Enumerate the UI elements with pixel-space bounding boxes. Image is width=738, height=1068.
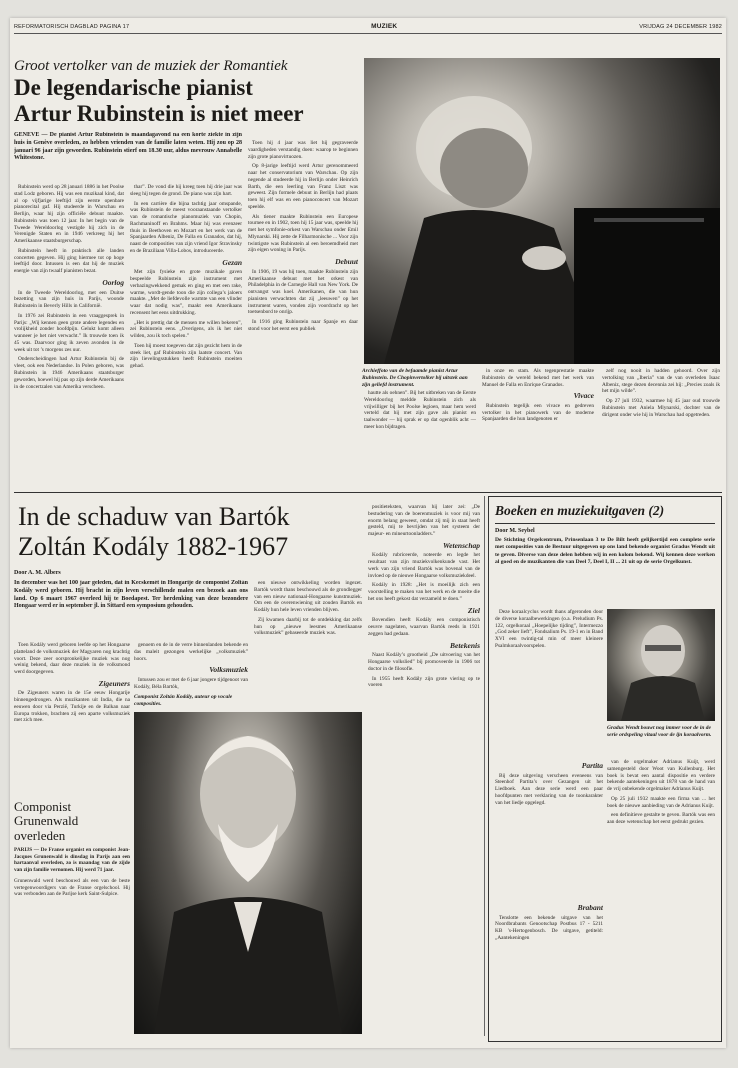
boeken-column-1c bbox=[495, 901, 603, 1035]
paragraph: Op 25 juli 1932 maakte een firma van ... het boek de nieuwe aanbieding van de Adrianus Kuijt. bbox=[607, 795, 715, 809]
paragraph: In 1955 heeft Kodály zijn grote viering op te voeren bbox=[368, 675, 480, 689]
grunenwald-text: Grunenwald werd beschouwd als een van de beste vertegenwoordigers van de Franse orgelschool. Hij was verbonden aan de Parijse kerk Saint-Sulpice. bbox=[14, 877, 130, 898]
subhead-vivace: Vivace bbox=[573, 391, 594, 401]
paragraph: Toen Kodály werd geboren leefde op het Hongaarse platteland de volksmuziek der Magyaren nog krachtig voort. Deze zeer oorspronkelijke muziek was nog weinig bekend, daar deze muziek in de volksmond werd doorgegeven. bbox=[14, 642, 130, 676]
subhead-volksmuziek: Volksmuziek bbox=[209, 665, 248, 675]
paragraph: Als tiener maakte Rubinstein een Europese tournee en in 1902, toen hij 15 jaar was, speelde hij met het symfonie-orkest van Warschau onder Emil Mlynarski. Hij zette de Filharmonische ... Voor zijn twintigste was Rubinstein al een beroemdheid met zijn eigen woning in Parijs. bbox=[248, 213, 358, 254]
paragraph: Toen hij moest toegeven dat zijn gezicht hem in de steek liet, gaf Rubinstein zijn laatste concert. Van zijn lievelingsstukken heeft Rubinstein moeiten gehad. bbox=[130, 342, 242, 370]
paragraph: hautte als oehnen”. Bij het uitbreken van de Eerste Wereldoorlog meldde Rubinstein zich als vrijwilliger bij het Poolse legioen, maar hem werd verteld dat hij met zijn gave als pianist en taalwonder — hij sprak er op dat ogenblik acht — meer kon bijdragen. bbox=[364, 390, 476, 430]
boeken-lead: De Stichting Orgelcentrum, Prinsenlaan 3 te De Bilt heeft gelijkertijd een complete serie met composities van de Bestuur uitgegeven op ons land bekende organist Gradus Wendt uit te geven. Diverse van deze delen hebben wij in een kolom bekend. Wij kennen deze werken al goed en de muzikanten die van Deel 7, Deel I, II ... 21 uit op de serie Orgelkunst. bbox=[495, 537, 715, 565]
kodaly-photo bbox=[134, 712, 362, 1034]
grunenwald-notice bbox=[14, 800, 130, 1034]
paragraph: Kodály in 1928: „Het is moeilijk zich een voorstelling te maken van het werk en de moeite die het ons heeft gekost dat verzameld te doen.” bbox=[368, 582, 480, 603]
paragraph: „Het is prettig dat de mensen me willen bekeren”, zei Rubinstein eens. „Overigens, als ik het niet wilden, zou ik toch spelen.” bbox=[130, 319, 242, 340]
paragraph: Toen hij 4 jaar was liet hij gegraveerde vaardigheden verstandig doen: waarop te beginnen zijn grote pianovirtuozen. bbox=[248, 140, 358, 160]
paragraph: Rubinstein tegelijk een vivace en gedreven vertolker in het pianowerk van de moderne Spanjaarden die hun landgenoten er bbox=[482, 402, 594, 423]
paragraph: in onze en stam. Als tegenprestatie maakte Rubinstein de wereld bekend met het werk van Manuel de Falla en Enrique Granados. bbox=[482, 368, 594, 388]
wendt-photo-caption: Gradus Wendt bouwt nog immer voor de in de serie ordspeling vitaal voor de ijn koraalvorm. bbox=[607, 725, 712, 738]
paragraph: Kodály rubriceerde, noteerde en legde het resultaat van zijn muziekvolkenkunde vast. Het werk van zijn vriend Bartók was bovenal van de invloed op de nieuwe Hongaarse volksmuziekdeel. bbox=[368, 552, 480, 579]
pianist-silhouette-icon bbox=[364, 58, 720, 364]
paragraph: In een carrière die bijna tachtig jaar omspande, was Rubinstein de meest vooraanstaande vertolker van de romantische pianomuziek van Chopin, Rachmaninoff en Brahms. Maar hij was evenzeer thuis in Beethoven en Mozart en het werk van de Spanjaarden Albeniz, De Falla en Granados, dat hij, naast de composities van zijn vriend Igor Stravinsky en de Braziliaan Villa-Lobos, introduceerde. bbox=[130, 200, 242, 254]
paragraph: Intussen zou er met de 6 jaar jongere tijdgenoot van Kodály, Béla Bartók, bbox=[134, 676, 248, 690]
boeken-title: Boeken en muziekuitgaven (2) bbox=[495, 503, 665, 518]
paragraph: een nieuwe ontwikkeling worden ingezet. Bartók wordt thans beschouwd als de grondlegger van een nieuw nationaal-Hongaarse kunstmuziek. Om een de overenwiening uit zouden Bartók en Kodály hun hele leven vrienden blijven. bbox=[254, 580, 362, 614]
rubinstein-kicker: Groot vertolker van de muziek der Romantiek bbox=[14, 58, 288, 74]
kodaly-photo-caption: Componist Zoltán Kodály, auteur op vocale composities. bbox=[134, 694, 233, 707]
paragraph: van de orgelmaker Adrianus Kuijt, werd samengesteld door Woot van Kullenburg. Het boek is bevat een aantal dispositie en verdere bekende aantekeningen uit 1878 van de hand van de vrij onbekende orgelmaker Adrianus Kuijt. bbox=[607, 759, 715, 793]
paragraph: een definitieve gestalte te geven. Bartók was een aan deze wetenschap het eerst gedrukt gezien. bbox=[607, 812, 715, 826]
paragraph: Op 8-jarige leeftijd werd Artur gerenommeerd naar het conservatorium van Warschau. Op zijn negende al studeerde hij in Berlijn onder Heinrich Barth, die een leerling van Franz Liszt was geweest. Zijn formele debuut in Berlijn had plaats toen hij elf was en een pianoconcert van Mozart speelde. bbox=[248, 163, 358, 210]
header-left: REFORMATORISCH DAGBLAD PAGINA 17 bbox=[14, 23, 130, 30]
paragraph: Rubinstein werd op 28 januari 1886 in het Poolse stad Lodz geboren. Hij was een muzikaal kind, dat al op vijfjarige leeftijd zijn eerste openbare pianorecital gaf. Hij studeerde in Warschau en Berlijn, waar hij zijn officiële debuut maakte. Rubinstein was toen 12 jaar. In het begin van de Tweede Wereldoorlog vestigde hij zich in de Verenigde Staten en in 1946 verkreeg hij het Amerikaanse staatsburgerschap. bbox=[14, 184, 124, 245]
paragraph: Bovendien heeft Kodály een componistisch oeuvre nagelaten, waarvan Bartók reeds in 1921 zeggen had gedaan. bbox=[368, 617, 480, 637]
boeken-column-1 bbox=[495, 609, 603, 755]
subhead-wetenschap: Wetenschap bbox=[443, 540, 480, 550]
kodaly-headline-1: In de schaduw van Bartók bbox=[18, 502, 290, 531]
portrait-icon bbox=[607, 609, 715, 721]
section-divider bbox=[14, 492, 722, 493]
boeken-byline: Door M. Seybel bbox=[495, 528, 535, 534]
rubinstein-column-2 bbox=[130, 184, 242, 488]
paragraph: De Zigeuners waren in de 15e eeuw Hongarije binnengedrongen. Als muzikanten uit India, die na eeuwen door via Perzië, Turkije en de Balkan naar Europa trokken, brachten zij een aparte volksmuziek met zich mee. bbox=[14, 690, 130, 724]
rubinstein-photo-caption: Archieffoto van de befaamde pianist Artur Rubinstein. De Chopinvertolker bij uitstek aan zijn geliefd instrument. bbox=[362, 368, 468, 388]
paragraph: In de Tweede Wereldoorlog, met een Duitse bezetting van zijn huis in Parijs, woonde Rubinstein in Beverly Hills in Californië. bbox=[14, 289, 124, 310]
paragraph: genoem en de in de verre binnenlanden bekende en das maleit gezongen werkelijke „volksmuziek” hoors. bbox=[134, 642, 248, 662]
subhead-betekenis: Betekenis bbox=[450, 640, 480, 650]
boeken-box bbox=[488, 496, 722, 1042]
boeken-title-rule bbox=[495, 523, 715, 524]
running-header bbox=[14, 20, 722, 34]
paragraph: Op 27 juli 1932, waarmee hij 45 jaar oud trouwde Rubinstein met Aniela Mlynarski, dochter van de dirigent onder wie hij in Warschau had opgetreden. bbox=[602, 398, 720, 418]
kodaly-byline: Door A. M. Albers bbox=[14, 570, 61, 576]
boeken-column-1b bbox=[495, 759, 603, 897]
kodaly-column-1 bbox=[14, 642, 130, 796]
subhead-gezan: Gezan bbox=[222, 257, 242, 267]
grunenwald-title: Componist Grunenwald overleden bbox=[14, 800, 79, 843]
paragraph: Bij deze uitgeving verscheen eveneens van Steenhof Partita’s over Gezangen uit het Liedboek. Aan deze serie werd een paar hoofdpunten met verklaring van de toonkarakter van het liedje opgelegd. bbox=[495, 772, 603, 806]
paragraph: In 1906, 19 was hij toen, maakte Rubinstein zijn Amerikaanse debuut met het orkest van Philadelphia in de Carnegie Hall van New York. De ontvangst was koel. Amerikanen, die van hun pianisten verwachtten dat zij „leeuwen” op het instrument waren, vonden zijn voordracht op het toetsenbord te onrijp. bbox=[248, 268, 358, 316]
subhead-debuut: Debuut bbox=[335, 257, 358, 267]
paragraph: positieteksten, waarvan hij later zei: „De bestudering van de boerenmuziek is voor mij van enorm belang geweest, omdat zij mij in staat heeft gesteld, mij te bevrijden van het systeem der majeur- en mineurtoonladders.” bbox=[368, 504, 480, 538]
subhead-zigeuners: Zigeuners bbox=[98, 678, 130, 688]
column-divider bbox=[484, 496, 485, 1036]
wendt-photo bbox=[607, 609, 715, 721]
rubinstein-headline-1: De legendarische pianist bbox=[14, 75, 253, 100]
subhead-oorlog: Oorlog bbox=[102, 277, 124, 287]
kodaly-column-2 bbox=[134, 642, 248, 690]
paragraph: Naast Kodály’s grootheid „De uitvoering van het Hongaarse volkslied” bij promoveerde in 1906 tot doctor in de filosofie. bbox=[368, 652, 480, 672]
grunenwald-lead: PARIJS — De Franse organist en componist Jean-Jacques Grunenwald is dinsdag in Parijs aan een hartaanval overleden, zo is maandag van de zijde van zijn familie vernomen. Hij werd 71 jaar. bbox=[14, 846, 130, 874]
subhead-partita: Partita bbox=[581, 761, 603, 770]
rubinstein-column-1 bbox=[14, 184, 124, 488]
paragraph: zelf nog nooit in hadden gehoord. Over zijn vertolking van „Iberia” van de van overleden Isaac Albeniz, stege dezen decennia zei hij: „Precies zoals ik het mijn wilde”. bbox=[602, 368, 720, 395]
paragraph: Zij kwamen daarbij tot de ontdekking dat zelfs hun op „nieuwe leesmes Amerikaanse volksmuziek” gebaseerde muziek was. bbox=[254, 616, 362, 637]
kodaly-lead: In december was het 100 jaar geleden, dat in Kecskemét in Hongarije de componist Zoltán Kodály werd geboren. Hij bracht in zijn leven verschillende malen een bezoek aan ons land. Op 6 maart 1967 overleed hij te Boedapest. Ter herdenking van deze bezondere Hongaar werd er in september jl. in Sittard een symposium gehouden. bbox=[14, 580, 248, 610]
header-date: VRIJDAG 24 DECEMBER 1982 bbox=[639, 23, 722, 30]
kodaly-column-3 bbox=[254, 580, 362, 710]
rubinstein-lead: GENEVE — De pianist Artur Rubinstein is maandagavond na een korte ziekte in zijn huis in Genève overleden, zo hebben vrienden van de familie laten weten. Hij zou op 28 januari 96 jaar zijn geworden. Rubinstein stierf om 18.30 uur, aldus mevrouw Annabelle Whitestone. bbox=[14, 132, 242, 162]
boeken-column-2 bbox=[607, 759, 715, 1035]
rubinstein-headline-2: Artur Rubinstein is niet meer bbox=[14, 101, 304, 126]
paragraph: Deze koraalcyclus wordt thans afgeronden door de diverse koraalbewerkingen (o.a. Preludium Ps. 122, orgelkoraal „Hoepelijke tijding”, Intermezzo „God zeker lieft”, Fondsalium Ps. 19-1 en in Band XVI een twintig-tal min of meer kleinere Psalmkoraalvoorspelen. bbox=[495, 609, 603, 649]
paragraph: thar”. De vond die hij kreeg toen hij drie jaar was sleeg hij tegen de grond. De piano was zijn hart. bbox=[130, 184, 242, 197]
paragraph: Tenslotte een bekende uitgave van het Noordbrabants Genootschap Postbus 17 - 5211 KB 's-Hertogenbosch. De uitgave, getiteld: „Aantekeningen bbox=[495, 914, 603, 941]
newspaper-page bbox=[10, 18, 726, 1048]
rubinstein-column-5 bbox=[482, 368, 594, 488]
paragraph: In 1916 ging Rubinstein naar Spanje en daar stond voor het eerst een publiek bbox=[248, 319, 358, 332]
paragraph: Onderscheidingen had Artur Rubinstein bij de vleet, ook een Nederlandse. In Polen geboren, was Rubinstein in 1946 Amerikaans staatsburger geworden, hoewel hij pas op zijn derde Amerikaans in de concertzalen van Amerika verscheen. bbox=[14, 356, 124, 390]
rubinstein-column-6 bbox=[602, 368, 720, 488]
paragraph: Rubinstein heeft in praktisch alle landen concerten gegeven. Hij ging hiermee tot op hoge leeftijd door. Intussen is een dat hij de muziek energie van zijn twaalf pianisten bezat. bbox=[14, 247, 124, 275]
kodaly-headline-2: Zoltán Kodály 1882-1967 bbox=[18, 532, 289, 561]
rubinstein-column-3 bbox=[248, 140, 358, 488]
rubinstein-photo bbox=[364, 58, 720, 364]
paragraph: In 1976 zei Rubinstein in een vraaggesprek in Parijs: „Wij kennen geen grote andere legendes en vrolijkheid zonder hoofdpijn. Gelukt komt alleen wanneer je het niet verwacht.” Ik trouwde toen ik 45 was. Daarvoor ging ik zeven avonden in de week uit tot ’s morgens zes uur. bbox=[14, 312, 124, 353]
subhead-brabant: Brabant bbox=[577, 903, 603, 912]
portrait-icon bbox=[134, 712, 362, 1034]
subhead-ziel: Ziel bbox=[467, 605, 480, 615]
kodaly-column-4 bbox=[368, 504, 480, 1034]
header-section: MUZIEK bbox=[371, 23, 398, 30]
paragraph: Met zijn fysieke en grote muzikale gaven bespeelde Rubinstein zijn instrument met verbazingwekkend gemak en ging en met een rake, warme, wordt-gende toon die zijn collega’s jaloers maakte. „Met de liefdevolle warmte van een vlinder waar dat nodig was”, maakt een Amerikaans recensent het eens uitdrukking. bbox=[130, 269, 242, 316]
